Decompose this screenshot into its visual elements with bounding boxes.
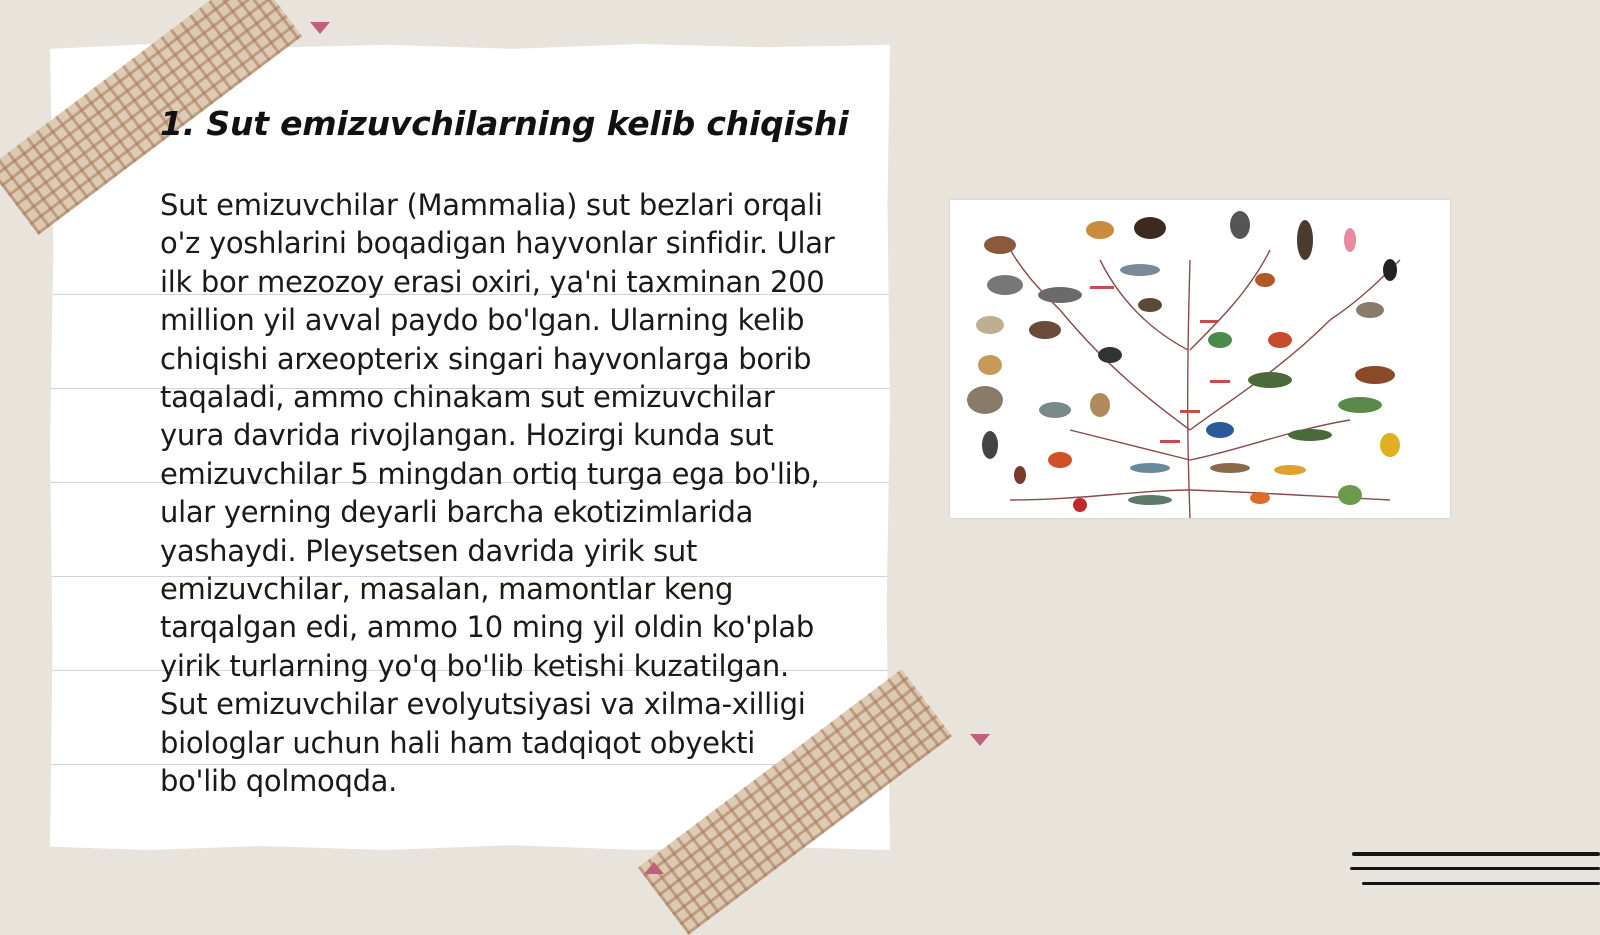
slide-body-text: Sut emizuvchilar (Mammalia) sut bezlari orqali o'z yoshlarini boqadigan hayvonlar sinfidir. Ular ilk bor mezozoy erasi oxiri, ya'ni taxminan 200 million yil avval paydo bo'lgan. Ularning kelib chiqishi arxeopterix singari hayvonlarga borib taqaladi, ammo chinakam sut emizuvchilar yura davrida rivojlangan. Hozirgi kunda sut emizuvchilar 5 mingdan ortiq turga ega bo'lib, ular yerning deyarli barcha ekotizimlarida yashaydi. Pleysetsen davrida yirik sut emizuvchilar, masalan, mamontlar keng tarqalgan edi, ammo 10 ming yil oldin ko'plab yirik turlarning yo'q bo'lib ketishi kuzatilgan. Sut emizuvchilar evolyutsiyasi va xilma-xilligi biologlar uchun hali ham tadqiqot obyekti bo'lib qolmoqda. [160,188,835,799]
tree-of-life-illustration-icon [950,200,1450,518]
decorative-brush-stroke [1352,852,1600,856]
decorative-brush-stroke [1350,867,1600,870]
pin-icon [970,734,990,746]
tree-of-life-image [950,200,1450,518]
pin-icon [644,862,664,874]
pin-icon [310,22,330,34]
decorative-brush-stroke [1362,882,1600,885]
slide-title: 1. Sut emizuvchilarning kelib chiqishi [160,104,849,143]
